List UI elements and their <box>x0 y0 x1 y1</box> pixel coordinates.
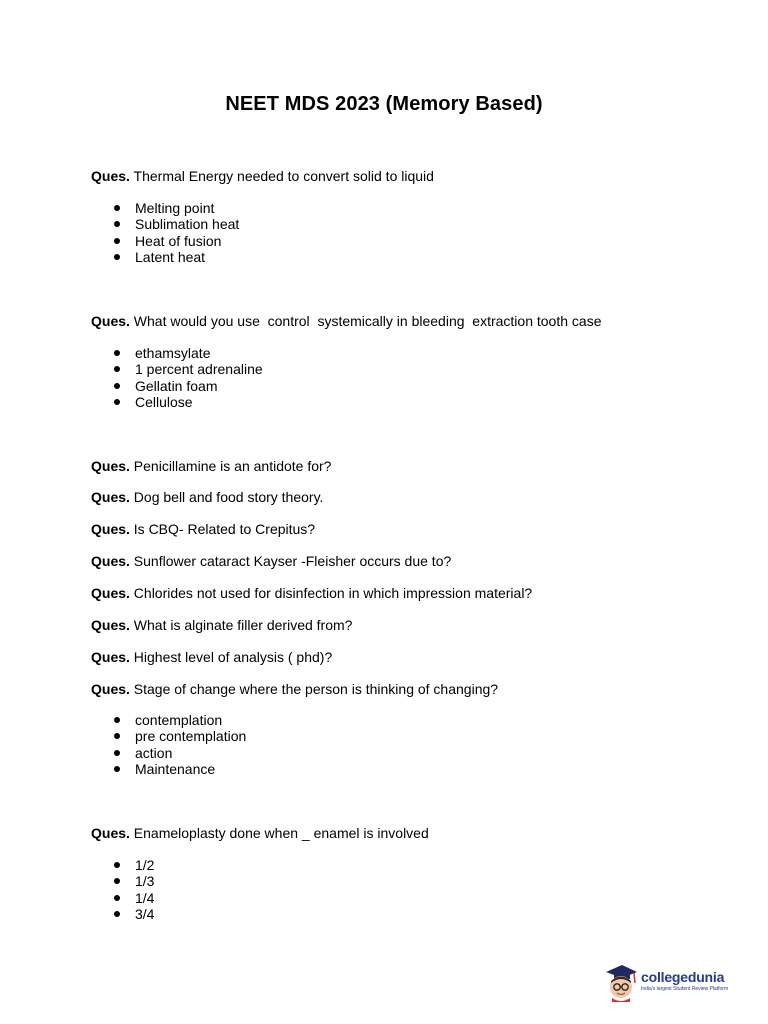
question-text: What is alginate filler derived from? <box>133 617 353 633</box>
question-text: Dog bell and food story theory. <box>133 489 324 505</box>
brand-name: collegedunia <box>641 968 725 985</box>
options-list-11 <box>108 857 154 922</box>
question-text: Penicillamine is an antidote for? <box>133 458 332 474</box>
ques-label: Ques. <box>91 313 130 329</box>
question-10 <box>91 681 498 697</box>
question-text: Chlorides not used for disinfection in which impression material? <box>133 585 533 601</box>
option-item: contemplation <box>108 712 246 728</box>
question-text: Is CBQ- Related to Crepitus? <box>133 521 316 537</box>
option-item: Heat of fusion <box>108 233 239 249</box>
ques-label: Ques. <box>91 521 130 537</box>
option-item: Maintenance <box>108 761 246 777</box>
options-list-1 <box>108 200 239 265</box>
ques-label: Ques. <box>91 553 130 569</box>
ques-label: Ques. <box>91 585 130 601</box>
page-title: NEET MDS 2023 (Memory Based) <box>225 93 543 115</box>
ques-label: Ques. <box>91 617 130 633</box>
brand-tagline: India's largest Student Review Platform <box>641 985 729 992</box>
options-list-10 <box>108 712 246 777</box>
question-11 <box>91 825 429 841</box>
question-8 <box>91 617 352 633</box>
question-text: Sunflower cataract Kayser -Fleisher occurs due to? <box>133 553 452 569</box>
option-item: ethamsylate <box>108 345 263 361</box>
option-item: Melting point <box>108 200 239 216</box>
option-item: 3/4 <box>108 906 154 922</box>
option-item: Gellatin foam <box>108 378 263 394</box>
question-text: What would you use control systemically in bleeding extraction tooth case <box>133 313 602 329</box>
question-3 <box>91 458 331 474</box>
collegedunia-logo <box>604 952 736 1008</box>
question-4 <box>91 489 323 505</box>
graduate-cap-mascot-icon <box>604 958 638 1002</box>
question-7 <box>91 585 532 601</box>
options-list-2 <box>108 345 263 410</box>
ques-label: Ques. <box>91 489 130 505</box>
question-1 <box>91 168 434 184</box>
question-6 <box>91 553 451 569</box>
option-item: Sublimation heat <box>108 216 239 232</box>
option-item: Cellulose <box>108 394 263 410</box>
option-item: 1 percent adrenaline <box>108 361 263 377</box>
question-text: Thermal Energy needed to convert solid to liquid <box>133 168 434 184</box>
option-item: pre contemplation <box>108 728 246 744</box>
question-9 <box>91 649 332 665</box>
ques-label: Ques. <box>91 681 130 697</box>
ques-label: Ques. <box>91 649 130 665</box>
question-text: Stage of change where the person is thinking of changing? <box>133 681 499 697</box>
ques-label: Ques. <box>91 825 130 841</box>
option-item: 1/2 <box>108 857 154 873</box>
ques-label: Ques. <box>91 458 130 474</box>
question-text: Enameloplasty done when _ enamel is involved <box>133 825 429 841</box>
question-5 <box>91 521 315 537</box>
question-2 <box>91 313 601 329</box>
option-item: 1/4 <box>108 890 154 906</box>
option-item: Latent heat <box>108 249 239 265</box>
question-text: Highest level of analysis ( phd)? <box>133 649 333 665</box>
option-item: action <box>108 745 246 761</box>
option-item: 1/3 <box>108 873 154 889</box>
ques-label: Ques. <box>91 168 130 184</box>
